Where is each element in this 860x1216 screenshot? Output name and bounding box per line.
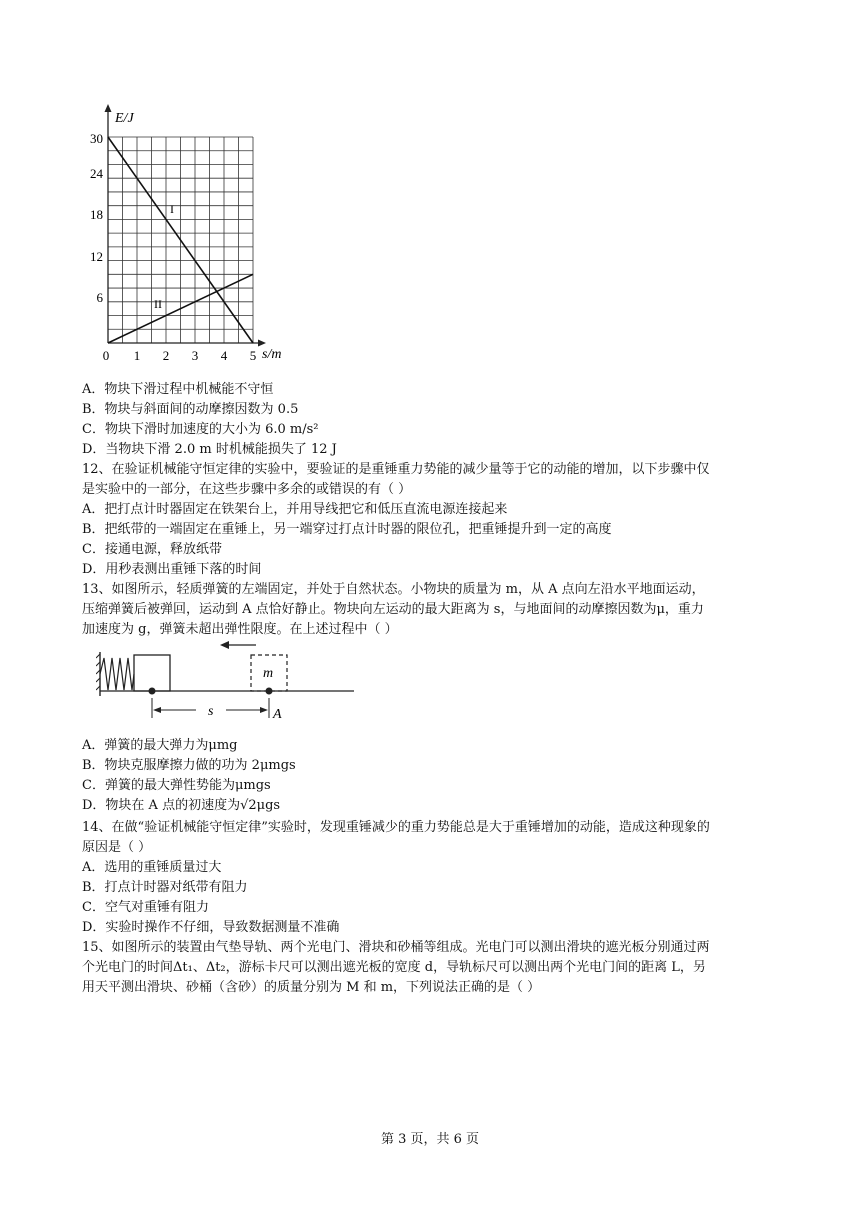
motion-arrow-head — [220, 641, 229, 649]
q12-stem-line-1: 12、在验证机械能守恒定律的实验中，要验证的是重锤重力势能的减少量等于它的动能的增加，以下步骤中仅 — [82, 462, 710, 477]
q11-option-b: B．物块与斜面间的动摩擦因数为 0.5 — [82, 402, 299, 417]
distance-label: s — [208, 704, 214, 719]
q14-option-a: A．选用的重锤质量过大 — [82, 860, 222, 875]
q14-option-b: B．打点计时器对纸带有阻力 — [82, 880, 248, 895]
spring — [100, 658, 134, 690]
q15-stem-line-1: 15、如图所示的装置由气垫导轨、两个光电门、滑块和砂桶等组成。光电门可以测出滑块的遮光板分别通过两 — [82, 940, 710, 955]
q14-option-d: D．实验时操作不仔细，导致数据测量不准确 — [82, 920, 340, 935]
line-label-I: I — [170, 202, 174, 216]
x-axis-label: s/m — [262, 347, 282, 362]
q14-stem-line-2: 原因是（ ） — [82, 840, 152, 855]
dim-arrowhead-left — [153, 707, 161, 713]
y-tick-12: 12 — [90, 249, 103, 264]
line-label-II: II — [154, 297, 162, 311]
q13-stem-line-2: 压缩弹簧后被弹回，运动到 A 点恰好静止。物块向左运动的最大距离为 s，与地面间的动摩擦因数为μ，重力 — [82, 602, 704, 617]
q15-stem-line-2: 个光电门的时间Δt₁、Δt₂，游标卡尺可以测出遮光板的宽度 d，导轨标尺可以测出两个光电门间的距离 L，另 — [82, 960, 706, 975]
y-tick-18: 18 — [90, 207, 103, 222]
point-dot-A — [266, 688, 273, 695]
y-tick-24: 24 — [90, 166, 103, 181]
x-tick-0: 0 — [102, 348, 110, 363]
y-tick-6: 6 — [96, 290, 103, 305]
x-tick-2: 2 — [162, 348, 170, 363]
q12-option-a: A．把打点计时器固定在铁架台上，并用导线把它和低压直流电源连接起来 — [82, 502, 508, 517]
q13-option-b: B．物块克服摩擦力做的功为 2μmgs — [82, 758, 296, 773]
q11-option-c: C．物块下滑时加速度的大小为 6.0 m/s² — [82, 422, 319, 437]
x-tick-4: 4 — [220, 348, 228, 363]
q13-option-a: A．弹簧的最大弹力为μmg — [82, 738, 238, 753]
q12-stem-line-2: 是实验中的一部分，在这些步骤中多余的或错误的有（ ） — [82, 482, 412, 497]
x-tick-3: 3 — [191, 348, 199, 363]
x-tick-1: 1 — [133, 348, 141, 363]
spring-block-figure — [96, 636, 358, 728]
point-dot-left — [149, 688, 156, 695]
q13-option-c: C．弹簧的最大弹性势能为μmgs — [82, 778, 271, 793]
energy-displacement-graph — [88, 98, 308, 366]
q14-stem-line-1: 14、在做“验证机械能守恒定律”实验时，发现重锤减少的重力势能总是大于重锤增加的动能，造成这种现象的 — [82, 820, 710, 835]
q13-stem-line-3: 加速度为 g，弹簧未超出弹性限度。在上述过程中（ ） — [82, 622, 398, 637]
page-footer: 第 3 页，共 6 页 — [380, 1132, 480, 1147]
point-label-A: A — [273, 707, 282, 722]
q14-option-c: C．空气对重锤有阻力 — [82, 900, 209, 915]
q13-stem-line-1: 13、如图所示，轻质弹簧的左端固定，并处于自然状态。小物块的质量为 m，从 A 点向左沿水平地面运动， — [82, 582, 705, 597]
q11-option-d: D．当物块下滑 2.0 m 时机械能损失了 12 J — [82, 442, 337, 457]
mass-label: m — [263, 666, 274, 681]
q13-option-d: D．物块在 A 点的初速度为√2μgs — [82, 798, 281, 813]
dim-arrowhead-right — [260, 707, 268, 713]
q12-option-c: C．接通电源，释放纸带 — [82, 542, 222, 557]
y-axis-label: E/J — [115, 111, 134, 126]
q12-option-d: D．用秒表测出重锤下落的时间 — [82, 562, 262, 577]
q12-option-b: B．把纸带的一端固定在重锤上，另一端穿过打点计时器的限位孔，把重锤提升到一定的高度 — [82, 522, 612, 537]
q15-stem-line-3: 用天平测出滑块、砂桶（含砂）的质量分别为 M 和 m，下列说法正确的是（ ） — [82, 980, 541, 995]
q11-option-a: A．物块下滑过程中机械能不守恒 — [82, 382, 274, 397]
x-tick-5: 5 — [249, 348, 257, 363]
block-compressed — [134, 655, 170, 691]
graph-axes — [105, 104, 267, 347]
y-tick-30: 30 — [90, 131, 103, 146]
